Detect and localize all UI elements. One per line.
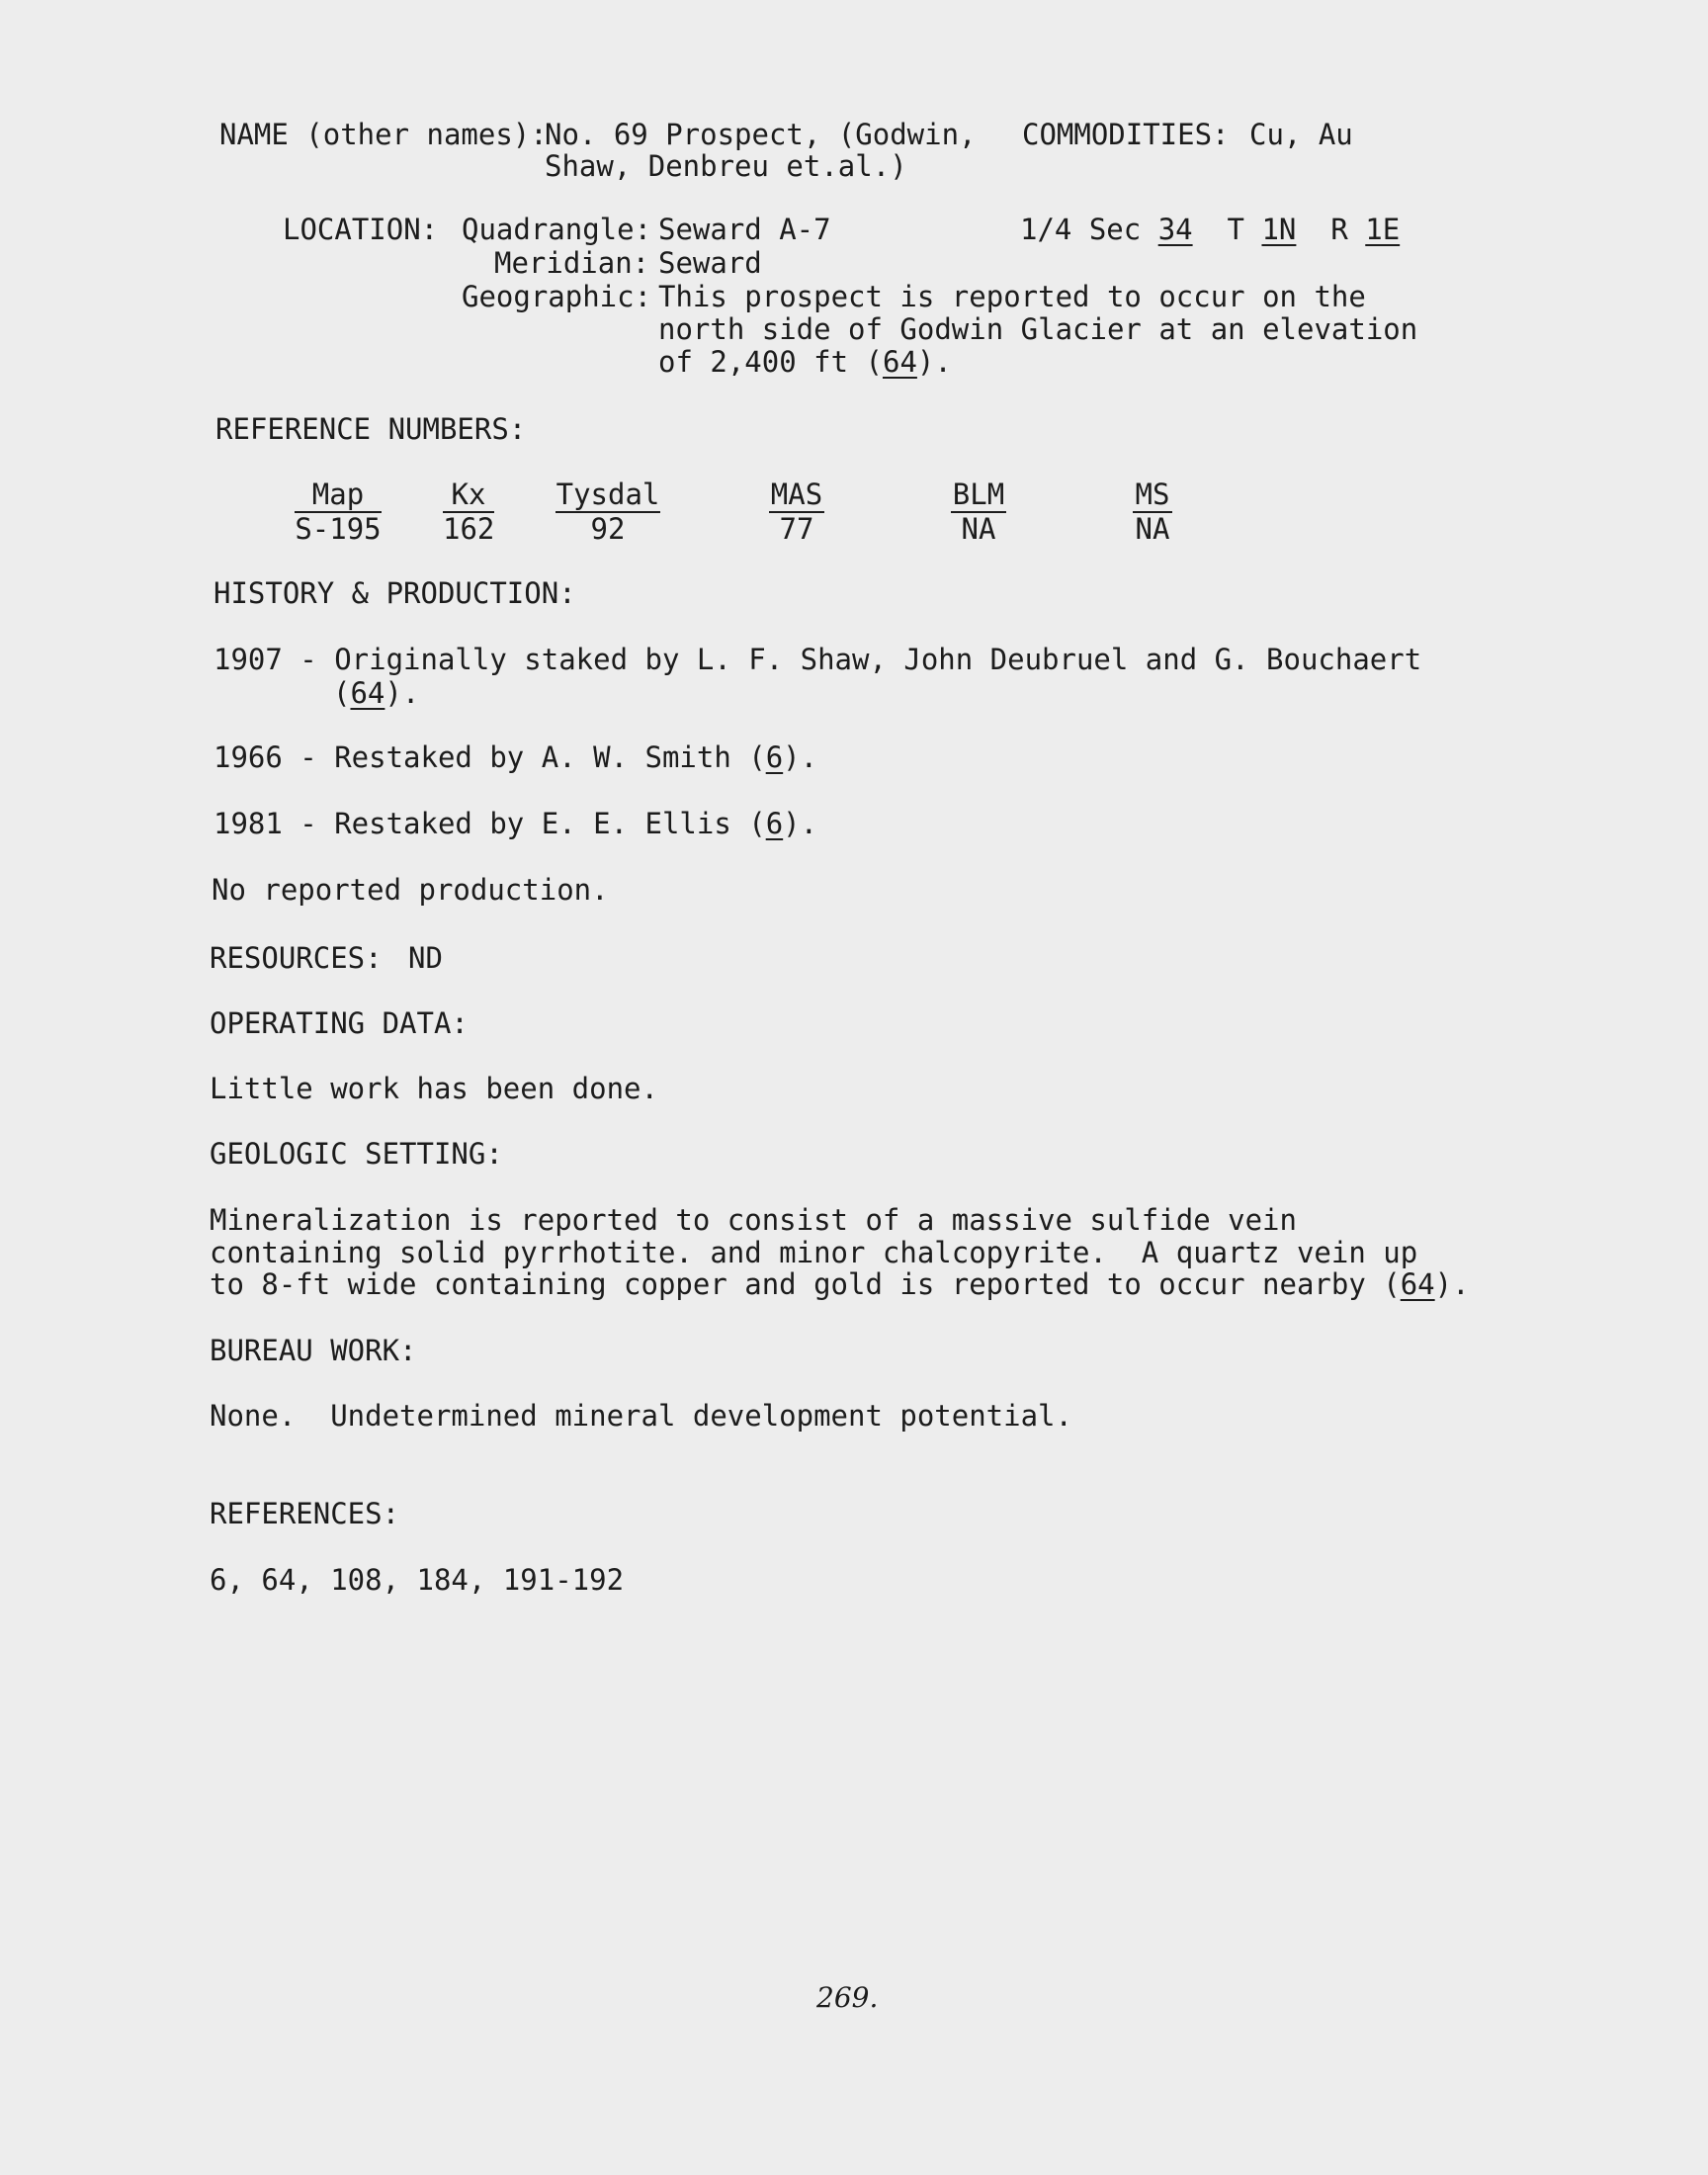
- history-ref-1966: 6: [765, 740, 784, 774]
- reference-numbers-heading: REFERENCE NUMBERS:: [215, 412, 527, 446]
- section-prefix: 1/4 Sec: [1020, 213, 1142, 246]
- geologic-line-3: to 8-ft wide containing copper and gold is reported to occur nearby (64).: [210, 1267, 1470, 1301]
- ref-value-map: S-195: [295, 512, 382, 546]
- history-entry-1907-cont: (64).: [333, 676, 420, 710]
- meridian-label: Meridian:: [494, 246, 650, 280]
- commodities-label: COMMODITIES:: [1022, 118, 1230, 151]
- commodities-value: Cu, Au: [1249, 118, 1353, 151]
- ref-col-tysdal: [555, 478, 660, 545]
- ref-head-mas: MAS: [770, 478, 823, 511]
- geographic-line-2: north side of Godwin Glacier at an elevation: [658, 312, 1418, 346]
- ref-col-map: [295, 478, 382, 545]
- geographic-line-1: This prospect is reported to occur on the: [658, 280, 1366, 313]
- references-heading: REFERENCES:: [210, 1497, 400, 1530]
- township-value: 1N: [1261, 213, 1297, 246]
- geologic-line-1: Mineralization is reported to consist of a massive sulfide vein: [210, 1203, 1297, 1237]
- operating-text: Little work has been done.: [210, 1072, 658, 1105]
- history-heading: HISTORY & PRODUCTION:: [214, 576, 576, 610]
- range-prefix: R: [1330, 213, 1348, 246]
- ref-value-blm: NA: [951, 511, 1006, 545]
- name-label: NAME (other names):: [219, 118, 548, 151]
- resources-value: ND: [408, 941, 443, 975]
- page-number: 269.: [816, 1981, 879, 2014]
- name-line-1: No. 69 Prospect, (Godwin,: [545, 118, 977, 151]
- ref-head-kx: Kx: [451, 478, 486, 511]
- ref-head-map: Map: [311, 478, 365, 511]
- history-ref-1981: 6: [765, 807, 784, 840]
- location-label: LOCATION:: [283, 213, 439, 246]
- ref-col-kx: [443, 478, 494, 545]
- quadrangle-label: Quadrangle:: [462, 213, 652, 246]
- township-prefix: T: [1227, 213, 1244, 246]
- name-line-2: Shaw, Denbreu et.al.): [545, 149, 907, 183]
- ref-value-ms: NA: [1133, 511, 1172, 545]
- ref-col-mas: [769, 478, 824, 545]
- ref-col-blm: [951, 478, 1006, 545]
- production-text: No reported production.: [212, 873, 609, 907]
- operating-heading: OPERATING DATA:: [210, 1006, 469, 1040]
- ref-head-ms: MS: [1135, 478, 1170, 511]
- ref-head-blm: BLM: [952, 478, 1005, 511]
- history-entry-1981: 1981 - Restaked by E. E. Ellis (6).: [214, 807, 818, 840]
- geologic-heading: GEOLOGIC SETTING:: [210, 1137, 503, 1171]
- history-ref-1907: 64: [350, 676, 385, 710]
- geographic-label: Geographic:: [462, 280, 652, 313]
- history-entry-1907: 1907 - Originally staked by L. F. Shaw, John Deubruel and G. Bouchaert: [214, 643, 1422, 676]
- ref-value-kx: 162: [443, 512, 495, 546]
- geologic-ref: 64: [1400, 1267, 1435, 1301]
- bureau-heading: BUREAU WORK:: [210, 1334, 417, 1367]
- meridian-value: Seward: [658, 246, 762, 280]
- ref-col-ms: [1133, 478, 1172, 545]
- geographic-line-3: of 2,400 ft (64).: [658, 345, 952, 379]
- ref-value-tysdal: 92: [555, 511, 660, 545]
- geographic-ref: 64: [882, 345, 917, 379]
- range-value: 1E: [1365, 213, 1401, 246]
- resources-label: RESOURCES:: [210, 941, 383, 975]
- geologic-line-2: containing solid pyrrhotite. and minor chalcopyrite. A quartz vein up: [210, 1236, 1418, 1269]
- bureau-text: None. Undetermined mineral development potential.: [210, 1399, 1072, 1433]
- history-entry-1966: 1966 - Restaked by A. W. Smith (6).: [214, 740, 818, 774]
- quadrangle-value: Seward A-7: [658, 213, 831, 246]
- ref-value-mas: 77: [769, 511, 824, 545]
- references-list: 6, 64, 108, 184, 191-192: [210, 1563, 625, 1597]
- section-line: [1020, 214, 1400, 245]
- section-value: 34: [1157, 213, 1193, 246]
- ref-head-tysdal: Tysdal: [555, 478, 660, 511]
